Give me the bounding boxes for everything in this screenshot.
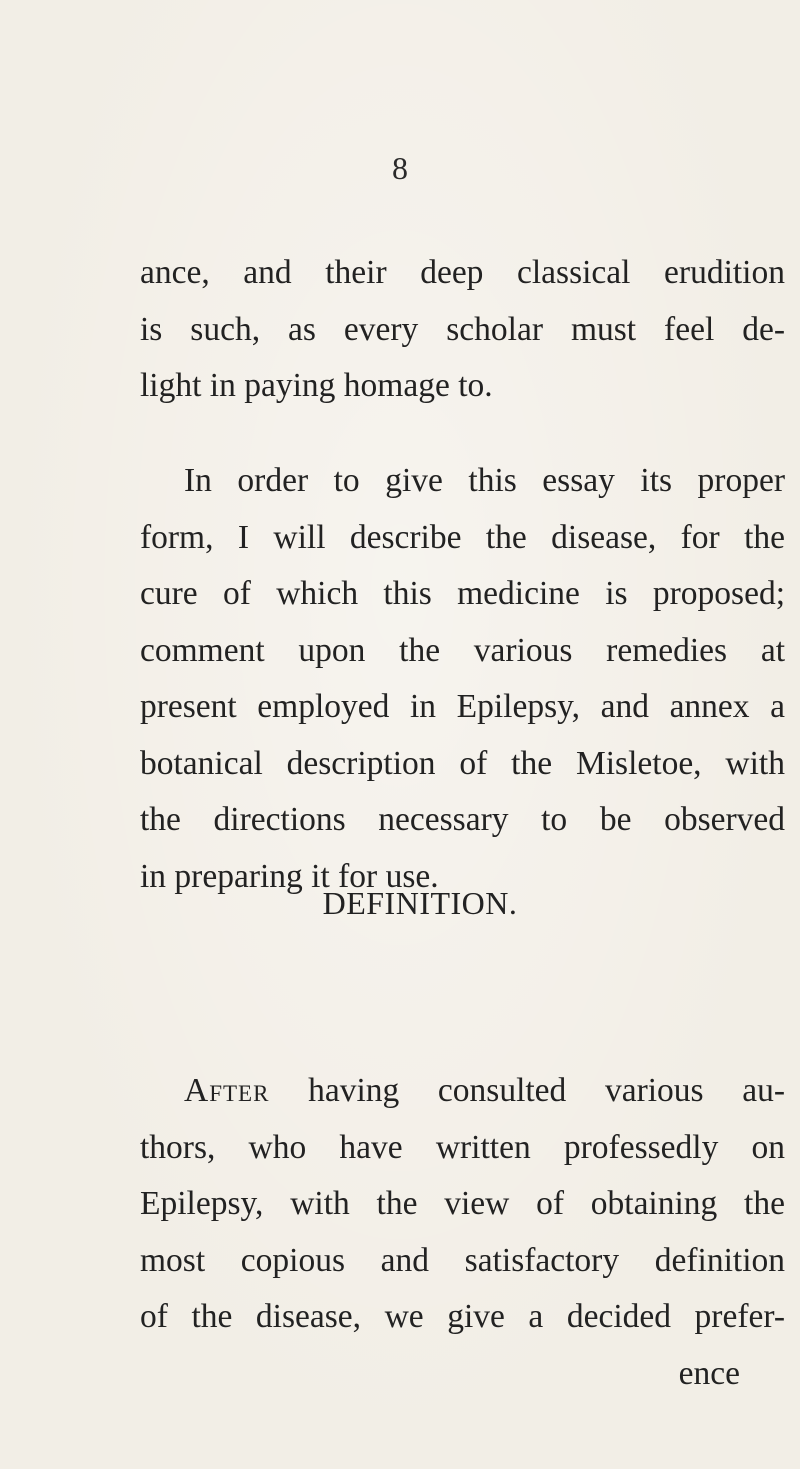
section-heading: DEFINITION.: [322, 885, 518, 921]
text-line: of the disease, we give a decided prefer-: [140, 1298, 785, 1335]
drop-word: After: [184, 1072, 270, 1109]
text-line: ance, and their deep classical erudition: [140, 254, 785, 291]
first-line-rest: having consulted various au-: [269, 1072, 785, 1109]
text-line: the directions necessary to be observed: [140, 801, 785, 838]
text-line: is such, as every scholar must feel de-: [140, 310, 785, 348]
text-line: comment upon the various remedies at: [140, 631, 785, 669]
text-line: most copious and satisfactory definition: [140, 1241, 785, 1279]
page-number: 8: [392, 150, 408, 186]
text-line: present employed in Epilepsy, and annex a: [140, 688, 785, 725]
catchword: ence: [678, 1354, 740, 1392]
paragraph-continuation: [140, 245, 785, 415]
text-line: cure of which this medicine is proposed;: [140, 575, 785, 612]
text-line: In order to give this essay its proper: [184, 462, 785, 499]
text-line: botanical description of the Misletoe, with: [140, 744, 785, 782]
text-line: Epilepsy, with the view of obtaining the: [140, 1185, 785, 1222]
text-line: thors, who have written professedly on: [140, 1128, 785, 1166]
paragraph-definition: [140, 1063, 785, 1402]
text-line: in preparing it for use.: [140, 857, 439, 895]
paragraph-essay-form: [140, 453, 785, 905]
text-line: form, I will describe the disease, for the: [140, 518, 785, 556]
text-line: light in paying homage to.: [140, 367, 493, 404]
text-line-first: [140, 1063, 785, 1120]
